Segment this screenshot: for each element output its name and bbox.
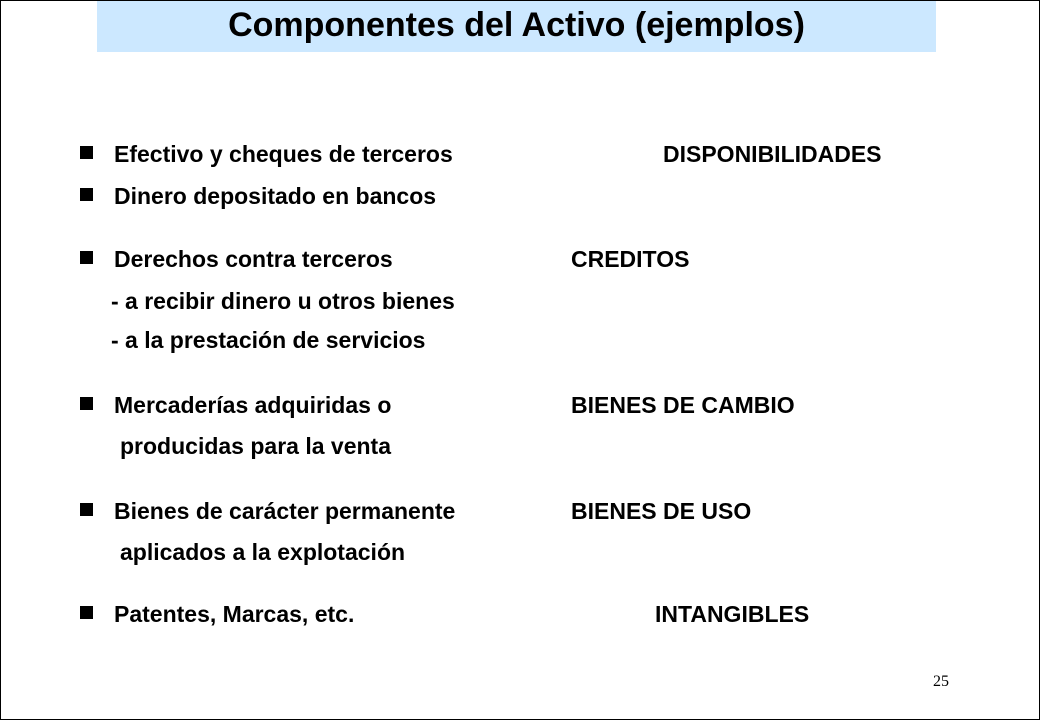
square-bullet-icon xyxy=(80,503,93,516)
item-text: Derechos contra terceros xyxy=(114,246,393,272)
title-bar xyxy=(97,1,936,52)
item-text: Patentes, Marcas, etc. xyxy=(114,601,355,627)
square-bullet-icon xyxy=(80,251,93,264)
item-subtext: - a recibir dinero u otros bienes xyxy=(111,288,455,314)
square-bullet-icon xyxy=(80,146,93,159)
item-text: Mercaderías adquiridas o xyxy=(114,392,392,418)
item-category: DISPONIBILIDADES xyxy=(663,141,882,167)
page-number: 25 xyxy=(933,673,949,690)
item-category: CREDITOS xyxy=(571,246,690,272)
item-subtext: aplicados a la explotación xyxy=(120,539,406,565)
square-bullet-icon xyxy=(80,397,93,410)
item-category: BIENES DE CAMBIO xyxy=(571,392,795,418)
slide-title: Componentes del Activo (ejemplos) xyxy=(228,6,805,44)
item-text: Efectivo y cheques de terceros xyxy=(114,141,453,167)
item-text: Dinero depositado en bancos xyxy=(114,183,437,209)
square-bullet-icon xyxy=(80,606,93,619)
square-bullet-icon xyxy=(80,188,93,201)
item-category: BIENES DE USO xyxy=(571,498,752,524)
item-subtext: - a la prestación de servicios xyxy=(111,327,426,353)
item-text: Bienes de carácter permanente xyxy=(114,498,456,524)
item-subtext: producidas para la venta xyxy=(120,433,391,459)
item-category: INTANGIBLES xyxy=(655,601,810,627)
